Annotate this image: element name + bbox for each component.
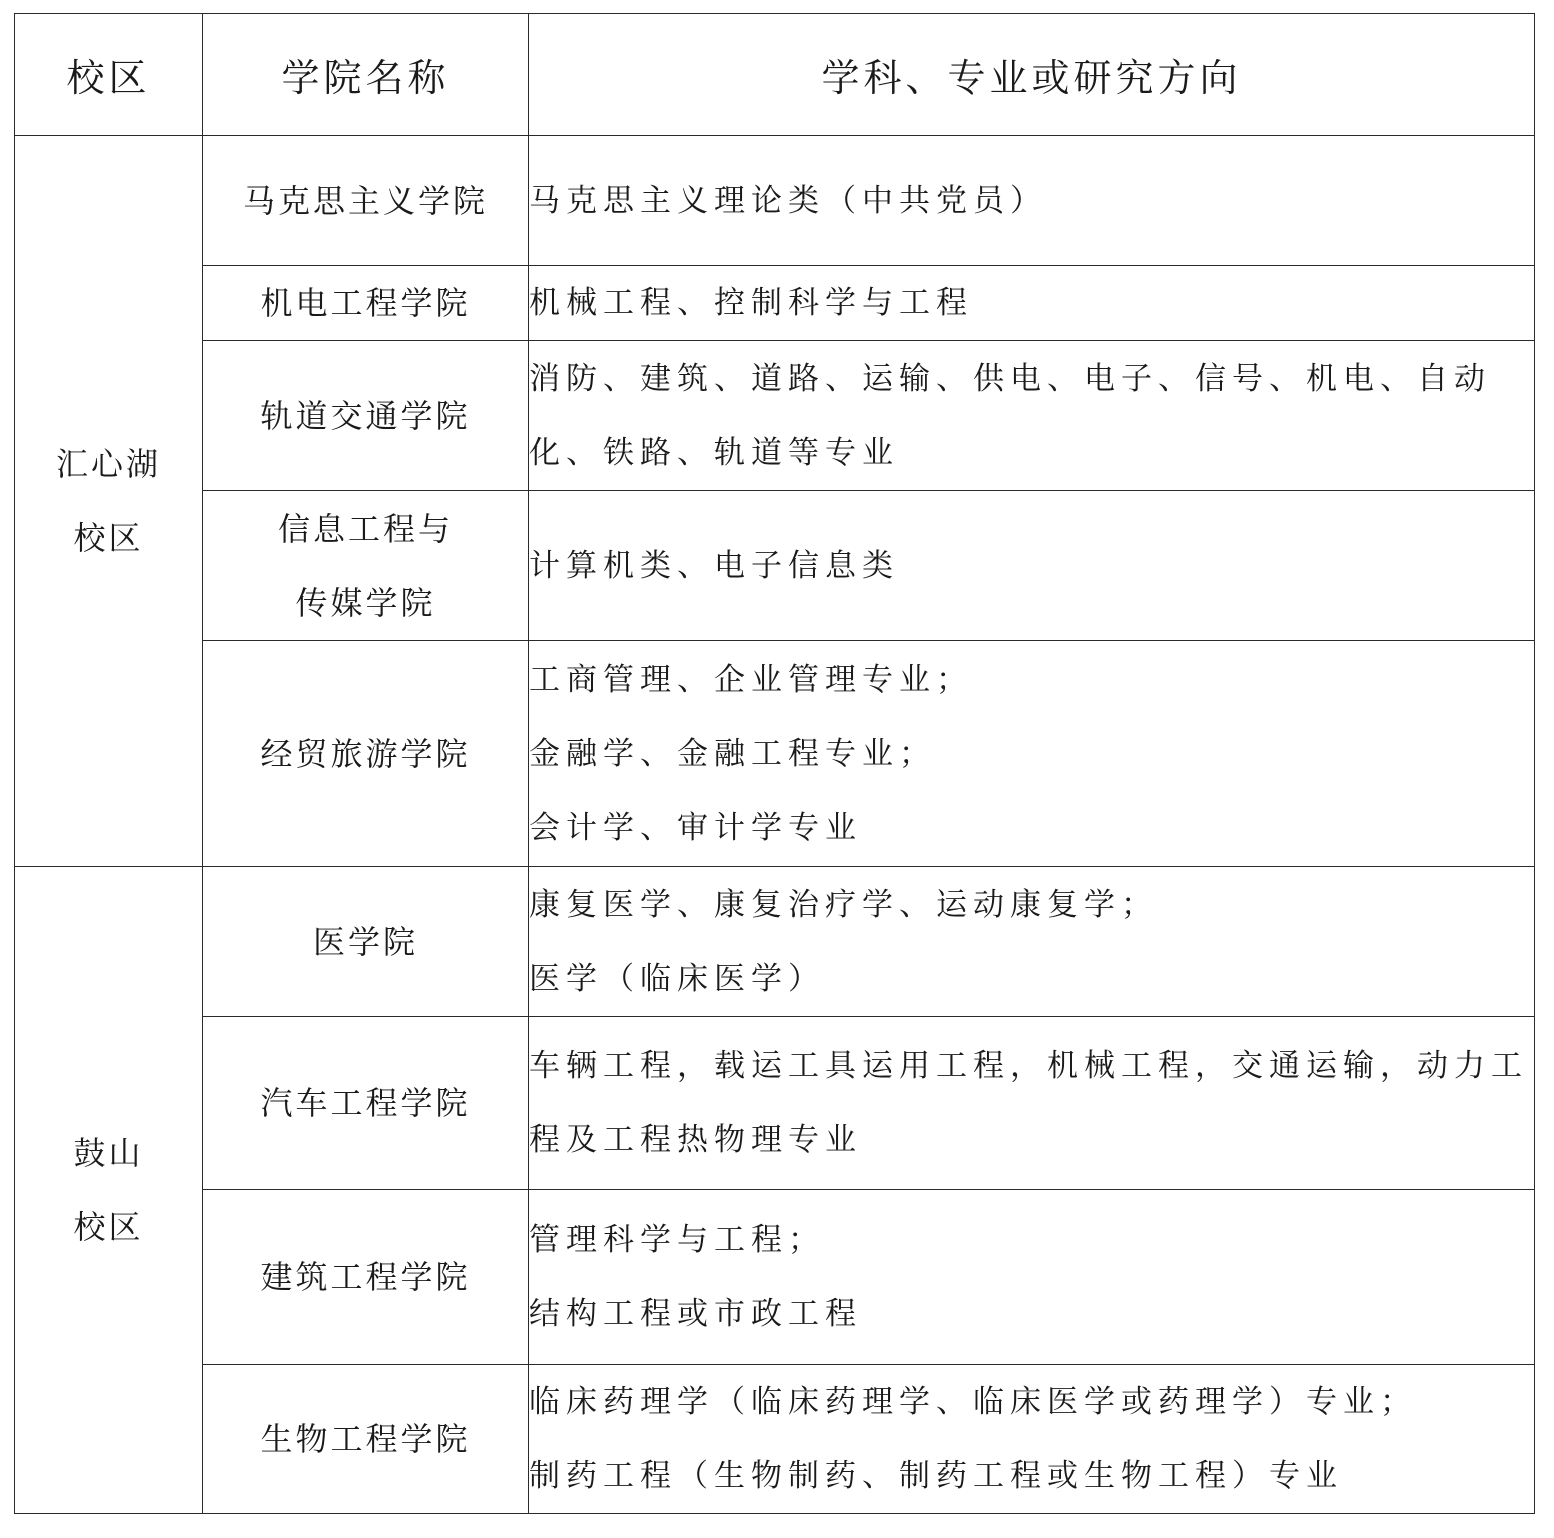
major-line: 工商管理、企业管理专业； <box>529 661 973 698</box>
table-row <box>15 136 1535 266</box>
table-row <box>15 867 1535 1017</box>
major-line: 临床药理学（临床药理学、临床医学或药理学）专业； <box>529 1384 1417 1420</box>
major-line: 管理科学与工程； <box>529 1222 825 1258</box>
college-name: 汽车工程学院 <box>260 1084 471 1122</box>
college-cell <box>203 1190 529 1365</box>
table-row <box>15 341 1535 491</box>
major-line: 康复医学、康复治疗学、运动康复学； <box>529 886 1158 923</box>
college-name: 生物工程学院 <box>260 1420 471 1458</box>
major-cell <box>529 1017 1535 1190</box>
major-line: 医学（临床医学） <box>529 960 825 997</box>
header-college: 学院名称 <box>203 14 529 136</box>
college-cell <box>203 136 529 266</box>
major-cell <box>529 1190 1535 1365</box>
campus-name-line: 校区 <box>73 1208 144 1246</box>
major-line: 车辆工程，载运工具运用工程，机械工程，交通运输，动力工程及工程热物理专业 <box>529 1048 1528 1158</box>
recruitment-table <box>14 13 1535 1514</box>
major-line: 机械工程、控制科学与工程 <box>529 285 973 321</box>
major-line: 会计学、审计学专业 <box>529 809 862 846</box>
college-name: 机电工程学院 <box>260 284 471 322</box>
college-cell <box>203 266 529 341</box>
college-name: 经贸旅游学院 <box>260 734 471 773</box>
table-row <box>15 266 1535 341</box>
college-name: 轨道交通学院 <box>260 396 471 435</box>
major-cell <box>529 867 1535 1017</box>
major-cell <box>529 136 1535 266</box>
table-row <box>15 491 1535 641</box>
college-cell <box>203 641 529 867</box>
college-cell <box>203 867 529 1017</box>
major-cell <box>529 491 1535 641</box>
campus-name-line: 鼓山 <box>73 1134 144 1172</box>
college-name: 马克思主义学院 <box>242 181 488 220</box>
major-line: 结构工程或市政工程 <box>529 1296 862 1332</box>
college-name: 医学院 <box>312 922 418 961</box>
major-cell <box>529 341 1535 491</box>
college-cell <box>203 1365 529 1514</box>
major-line: 金融学、金融工程专业； <box>529 735 936 772</box>
table-row <box>15 1365 1535 1514</box>
table-row <box>15 1017 1535 1190</box>
college-cell <box>203 341 529 491</box>
major-cell <box>529 266 1535 341</box>
college-name: 信息工程与 <box>277 509 453 548</box>
campus-cell-gushan <box>15 867 203 1514</box>
table-row <box>15 641 1535 867</box>
table-row <box>15 1190 1535 1365</box>
major-line: 计算机类、电子信息类 <box>529 547 899 584</box>
header-campus: 校区 <box>15 14 203 136</box>
header-major: 学科、专业或研究方向 <box>529 14 1535 136</box>
major-cell <box>529 1365 1535 1514</box>
major-cell <box>529 641 1535 867</box>
major-line: 制药工程（生物制药、制药工程或生物工程）专业 <box>529 1458 1343 1494</box>
major-line: 马克思主义理论类（中共党员） <box>529 182 1047 219</box>
campus-name-line: 汇心湖 <box>55 445 161 483</box>
college-name: 传媒学院 <box>295 583 436 622</box>
major-line: 消防、建筑、道路、运输、供电、电子、信号、机电、自动化、铁路、轨道等专业 <box>529 360 1491 471</box>
campus-name-line: 校区 <box>73 519 144 557</box>
college-cell <box>203 491 529 641</box>
campus-cell-huixinhu <box>15 136 203 867</box>
college-name: 建筑工程学院 <box>260 1258 471 1296</box>
header-row <box>15 14 1535 136</box>
college-cell <box>203 1017 529 1190</box>
